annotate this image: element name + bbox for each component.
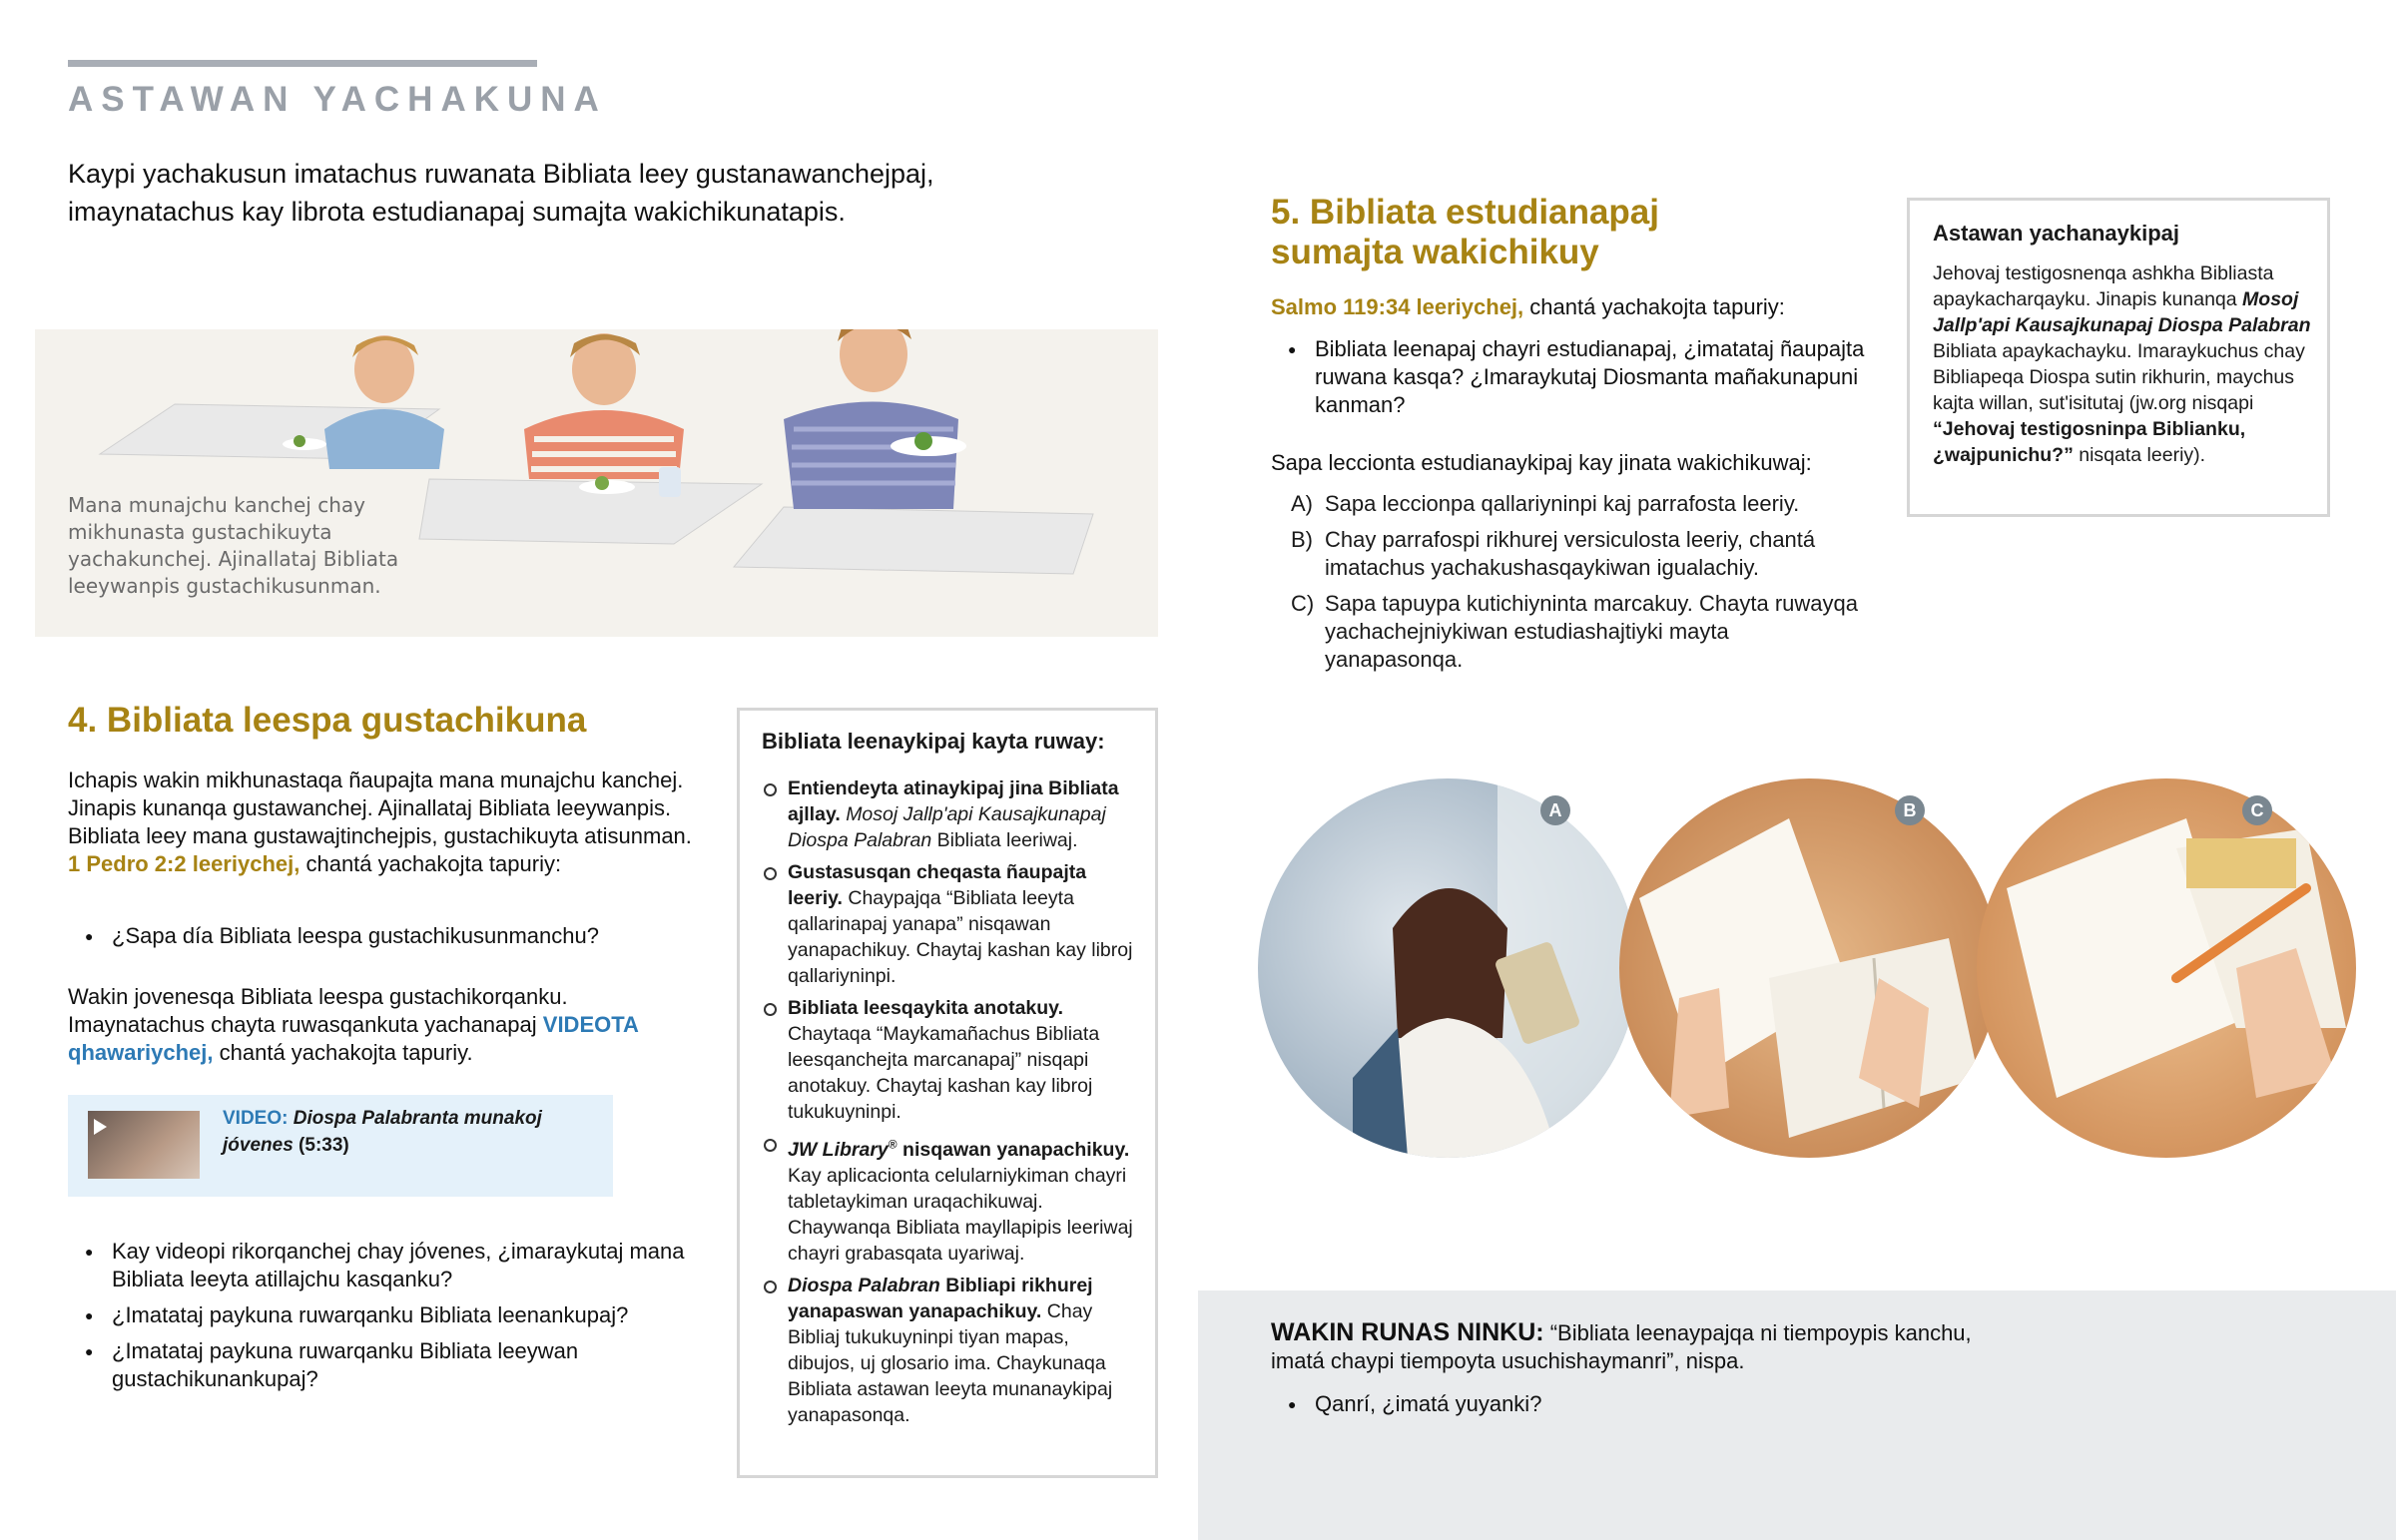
question-item: ● ¿Imatataj paykuna ruwarqanku Bibliata leenankupaj?	[112, 1301, 707, 1329]
more-info-title: Astawan yachanaykipaj	[1933, 221, 2180, 246]
video-thumbnail[interactable]	[88, 1111, 200, 1179]
study-image-b	[1619, 778, 1999, 1158]
question-item: ● ¿Sapa día Bibliata leespa gustachikusunmanchu?	[112, 922, 707, 950]
section-4-text: Ichapis wakin mikhunastaqa ñaupajta mana munajchu kanchej. Jinapis kunanqa gustawanchej. Ajinallataj Bibliata leeywanpis. Bibliata leey mana gustawajtinchejpis, gustachikuyta atisunman.	[68, 768, 692, 848]
tip-item: Entiendeyta atinaykipaj jina Bibliata ajllay. Mosoj Jallp'api Kausajkunapaj Diospa Palabran Bibliata leeriwaj.	[788, 775, 1137, 853]
question-item: ● Qanrí, ¿imatá yuyanki?	[1315, 1390, 2030, 1418]
book-reading-illustration	[1619, 778, 1999, 1158]
more-info-text: Jehovaj testigosnenqa ashkha Bibliasta apaykacharqayku. Jinapis kunanqa Mosoj Jallp'api Kausajkunapaj Diospa Palabran Bibliata apaykachayku. Imaraykuchus chay Bibliapeqa Diospa sutin rikhurin, maychus kajta willan, sut'isitutaj (jw.org nisqapi “Jehovaj testigosninpa Biblianku, ¿wajpunichu?” nisqata leeriy).	[1933, 262, 2311, 466]
question-item: ● Kay videopi rikorqanchej chay jóvenes, ¿imaraykutaj mana Bibliata leeyta atillajchu kasqanku?	[112, 1238, 707, 1293]
girl-reading-illustration	[1258, 778, 1637, 1158]
reading-tips-box	[737, 708, 1158, 1478]
section-4-text-end: chantá yachakojta tapuriy:	[305, 851, 562, 876]
section-5-title	[1271, 193, 1659, 272]
tip-item: Bibliata leesqaykita anotakuy. Chaytaqa “Maykamañachus Bibliata leesqanchejta marcanapaj” nisqapi anotakuy. Chaytaj kashan kay libroj tukukuyninpi.	[788, 995, 1137, 1125]
video-duration: (5:33)	[299, 1135, 349, 1156]
badge-a: A	[1540, 795, 1570, 825]
wakin-runas-text: “Bibliata leenaypajqa ni tiempoypis kanchu, imatá chaypi tiempoyta usuchishaymanri”, nispa.	[1271, 1320, 1972, 1373]
video-title: Diospa Palabranta munakoj jóvenes	[223, 1108, 542, 1156]
section-4-title: 4. Bibliata leespa gustachikuna	[68, 701, 587, 740]
section-5-question	[1271, 335, 1870, 427]
bible-reference-link[interactable]: Salmo 119:34 leeriychej,	[1271, 294, 1524, 319]
section-5-ref-end: chantá yachakojta tapuriy:	[1529, 294, 1785, 319]
wakin-runas-panel	[1198, 1290, 2396, 1540]
wakin-runas-question	[1271, 1390, 2030, 1426]
wakin-runas-label: WAKIN RUNAS NINKU:	[1271, 1318, 1544, 1346]
tip-item: Gustasusqan cheqasta ñaupajta leeriy. Chaypajqa “Bibliata leeyta qallarinapaj yanapa” nisqawan yanapachikuy. Chaytaj kashan kay libroj qallariyninpi.	[788, 859, 1137, 989]
badge-b: B	[1895, 795, 1925, 825]
video-card[interactable]	[68, 1095, 613, 1197]
video-link[interactable]: VIDEOTA qhawariychej,	[68, 1012, 639, 1065]
section-label: ASTAWAN YACHAKUNA	[68, 80, 607, 119]
play-icon[interactable]	[94, 1119, 107, 1135]
section-5-title-line-2: sumajta wakichikuy	[1271, 233, 1599, 271]
steps-list	[1271, 490, 1870, 682]
video-questions	[68, 1238, 707, 1401]
more-info-box	[1907, 198, 2330, 517]
question-item: ● Bibliata leenapaj chayri estudianapaj, ¿imatataj ñaupajta ruwana kasqa? ¿Imaraykutaj Diosmanta mañakunapuni kanman?	[1315, 335, 1870, 419]
intro-paragraph: Kaypi yachakusun imatachus ruwanata Bibliata leey gustanawanchejpaj, imaynatachus kay librota estudianapaj sumajta wakichikunatapis.	[68, 159, 934, 227]
steps-intro: Sapa leccionta estudianaykipaj kay jinata wakichikuwaj:	[1271, 450, 1812, 475]
section-4-paragraph-2	[68, 983, 707, 1067]
section-divider-bar	[68, 60, 537, 67]
study-image-c	[1977, 778, 2356, 1158]
illustration-caption: Mana munajchu kanchej chay mikhunasta gustachikuyta yachakunchej. Ajinallataj Bibliata leeywanpis gustachikusunman.	[68, 493, 399, 598]
step-item: B) Chay parrafospi rikhurej versiculosta leeriy, chantá imatachus yachakushasqaykiwan igualachiy.	[1291, 527, 1816, 580]
study-image-a	[1258, 778, 1637, 1158]
question-item: ● ¿Imatataj paykuna ruwarqanku Bibliata leeywan gustachikunankupaj?	[112, 1337, 707, 1393]
wakin-runas-quote	[1271, 1318, 2030, 1375]
tip-item: Diospa Palabran Bibliapi rikhurej yanapaswan yanapachikuy. Chay Bibliaj tukukuyninpi tiyan mapas, dibujos, uj glosario ima. Chaykunaqa Bibliata astawan leeyta munanaykipaj yanapasonqa.	[788, 1273, 1137, 1428]
bible-reference-link[interactable]: 1 Pedro 2:2 leeriychej,	[68, 851, 300, 876]
marking-book-illustration	[1977, 778, 2356, 1158]
section-5-title-line-1: 5. Bibliata estudianapaj	[1271, 193, 1659, 232]
step-item: A) Sapa leccionpa qallariyninpi kaj parrafosta leeriy.	[1291, 491, 1800, 516]
section-4-para2-text: Wakin jovenesqa Bibliata leespa gustachikorqanku. Imaynatachus chayta ruwasqankuta yachanapaj	[68, 984, 568, 1037]
tips-title: Bibliata leenaykipaj kayta ruway:	[762, 729, 1105, 754]
step-item: C) Sapa tapuypa kutichiyninta marcakuy. Chayta ruwayqa yachachejniykiwan estudiashajtiyki mayta yanapasonqa.	[1291, 591, 1858, 672]
section-4-para2-end: chantá yachakojta tapuriy.	[219, 1040, 473, 1065]
badge-c: C	[2242, 795, 2272, 825]
section-5-ref-line	[1271, 293, 1870, 321]
video-info	[223, 1105, 602, 1159]
section-4-question-1	[68, 922, 707, 958]
video-label: VIDEO:	[223, 1108, 289, 1129]
section-4-paragraph-1	[68, 767, 707, 878]
tip-item: JW Library® nisqawan yanapachikuy. Kay aplicacionta celularniykiman chayri tabletaykiman uraqachikuwaj. Chaywanqa Bibliata mayllapipis leeriwaj chayri grabasqata uyariwaj.	[788, 1131, 1137, 1267]
